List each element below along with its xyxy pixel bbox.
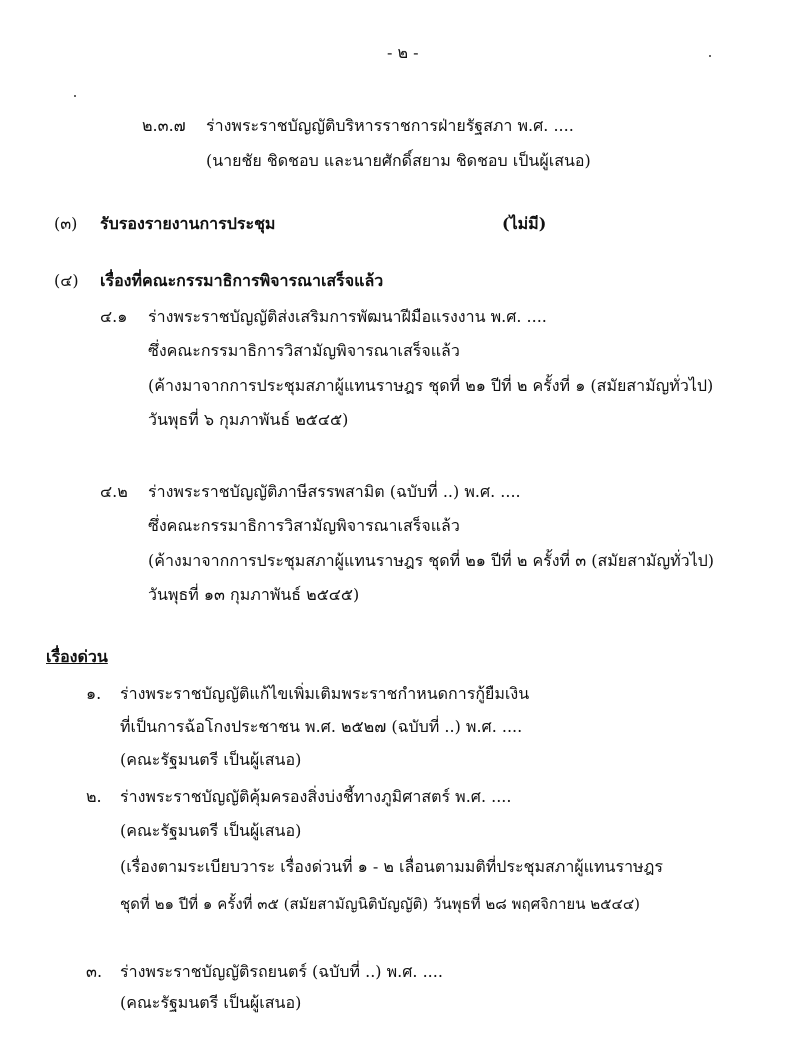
- section-3-status: (ไม่มี): [502, 214, 547, 233]
- urgent-2-line: (คณะรัฐมนตรี เป็นผู้เสนอ): [120, 821, 302, 840]
- urgent-1-number: ๑.: [86, 684, 102, 703]
- scan-speck: [709, 55, 711, 57]
- section-3-number: (๓): [54, 214, 78, 233]
- item-2-3-7-proposer: (นายชัย ชิดชอบ และนายศักดิ์สยาม ชิดชอบ เป็นผู้เสนอ): [206, 151, 591, 170]
- urgent-1-line: (คณะรัฐมนตรี เป็นผู้เสนอ): [120, 750, 302, 769]
- urgent-3-number: ๓.: [86, 962, 103, 981]
- urgent-2-line: ชุดที่ ๒๑ ปีที่ ๑ ครั้งที่ ๓๕ (สมัยสามัญนิติบัญญัติ) วันพุธที่ ๒๘ พฤศจิกายน ๒๕๔๔): [120, 895, 641, 913]
- item-4-2-number: ๔.๒: [100, 482, 128, 501]
- item-4-2-title: ร่างพระราชบัญญัติภาษีสรรพสามิต (ฉบับที่ ..) พ.ศ. ....: [148, 482, 521, 501]
- urgent-3-line: (คณะรัฐมนตรี เป็นผู้เสนอ): [120, 993, 302, 1012]
- urgent-1-title: ร่างพระราชบัญญัติแก้ไขเพิ่มเติมพระราชกำหนดการกู้ยืมเงิน: [120, 684, 530, 703]
- urgent-heading: เรื่องด่วน: [46, 647, 108, 666]
- item-4-1-title: ร่างพระราชบัญญัติส่งเสริมการพัฒนาฝีมือแรงงาน พ.ศ. ....: [148, 307, 547, 326]
- page-number: - ๒ -: [387, 43, 419, 62]
- scan-speck: [74, 95, 76, 97]
- item-4-1-line: (ค้างมาจากการประชุมสภาผู้แทนราษฎร ชุดที่ ๒๑ ปีที่ ๒ ครั้งที่ ๑ (สมัยสามัญทั่วไป): [148, 376, 714, 395]
- section-3-title: รับรองรายงานการประชุม: [100, 214, 276, 233]
- item-2-3-7-number: ๒.๓.๗: [142, 116, 186, 135]
- item-4-2-line: วันพุธที่ ๑๓ กุมภาพันธ์ ๒๕๔๕): [148, 585, 360, 604]
- urgent-1-line: ที่เป็นการฉ้อโกงประชาชน พ.ศ. ๒๕๒๗ (ฉบับที่ ..) พ.ศ. ....: [120, 717, 523, 736]
- section-4-title: เรื่องที่คณะกรรมาธิการพิจารณาเสร็จแล้ว: [100, 271, 384, 290]
- item-4-1-line: วันพุธที่ ๖ กุมภาพันธ์ ๒๕๔๕): [148, 410, 349, 429]
- item-4-2-line: (ค้างมาจากการประชุมสภาผู้แทนราษฎร ชุดที่ ๒๑ ปีที่ ๒ ครั้งที่ ๓ (สมัยสามัญทั่วไป): [148, 551, 715, 570]
- urgent-2-title: ร่างพระราชบัญญัติคุ้มครองสิ่งบ่งชี้ทางภูมิศาสตร์ พ.ศ. ....: [120, 787, 512, 806]
- urgent-3-title: ร่างพระราชบัญญัติรถยนตร์ (ฉบับที่ ..) พ.ศ. ....: [120, 962, 443, 981]
- urgent-2-line: (เรื่องตามระเบียบวาระ เรื่องด่วนที่ ๑ - ๒ เลื่อนตามมติที่ประชุมสภาผู้แทนราษฎร: [120, 857, 663, 876]
- item-2-3-7-title: ร่างพระราชบัญญัติบริหารราชการฝ่ายรัฐสภา พ.ศ. ....: [206, 116, 574, 135]
- item-4-2-line: ซึ่งคณะกรรมาธิการวิสามัญพิจารณาเสร็จแล้ว: [148, 516, 460, 535]
- item-4-1-line: ซึ่งคณะกรรมาธิการวิสามัญพิจารณาเสร็จแล้ว: [148, 341, 460, 360]
- section-4-number: (๔): [54, 271, 79, 290]
- urgent-2-number: ๒.: [86, 787, 102, 806]
- item-4-1-number: ๔.๑: [100, 307, 128, 326]
